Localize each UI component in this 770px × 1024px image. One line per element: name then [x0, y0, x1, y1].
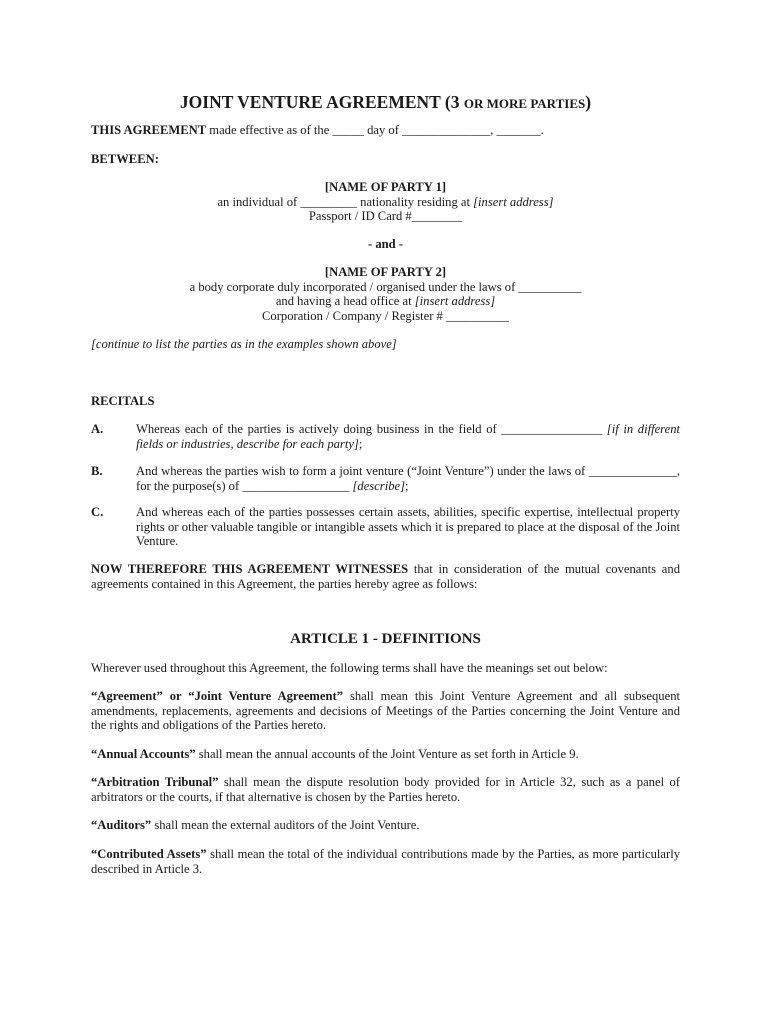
- recital-a: [91, 422, 680, 454]
- article1-intro: [91, 661, 680, 676]
- title-close: ): [585, 92, 592, 112]
- continue-note: [91, 337, 680, 352]
- party1-address: [insert address]: [473, 194, 554, 209]
- between-label: [91, 152, 680, 167]
- party1-line2: Passport / ID Card #________: [308, 209, 463, 224]
- definition-term: “Contributed Assets”: [91, 847, 207, 861]
- party2-block: [91, 265, 680, 323]
- recital-label: C.: [91, 505, 104, 519]
- definition-term: “Agreement” or “Joint Venture Agreement”: [91, 689, 344, 703]
- intro-rest: made effective as of the _____ day of ______________, _______.: [206, 123, 544, 137]
- definition-term: “Arbitration Tribunal”: [91, 775, 219, 789]
- title-small-caps: OR MORE PARTIES: [463, 96, 586, 111]
- recitals-heading: [91, 394, 680, 409]
- and-text: - and -: [368, 237, 403, 251]
- article1-heading-text: ARTICLE 1 - DEFINITIONS: [290, 631, 481, 647]
- between-text: BETWEEN:: [91, 152, 159, 166]
- recital-text: [136, 505, 680, 549]
- witness-rest: that in consideration of the mutual covenants and agreements contained in this Agreement, the parties hereby agree as follows:: [91, 562, 680, 591]
- definition-text: shall mean this Joint Venture Agreement and all subsequent amendments, replacements, agreements and decisions of Meetings of the Parties concerning the Joint Venture and the rights and obligations of the Parties hereto.: [91, 689, 680, 733]
- party2-name: [NAME OF PARTY 2]: [324, 265, 447, 279]
- definition-arbitration-tribunal: [91, 775, 680, 804]
- party1-block: [91, 180, 680, 224]
- recital-text: [136, 422, 680, 451]
- definition-term: “Auditors”: [91, 818, 152, 832]
- party2-line3: Corporation / Company / Register # __________: [262, 308, 509, 323]
- definition-contributed-assets: [91, 847, 680, 876]
- party2-address: [insert address]: [414, 294, 496, 309]
- witness-bold: NOW THEREFORE THIS AGREEMENT WITNESSES: [91, 562, 409, 576]
- title-main: JOINT VENTURE AGREEMENT (3: [179, 92, 460, 112]
- recital-label: B.: [91, 464, 103, 478]
- definition-term: “Annual Accounts”: [91, 747, 196, 761]
- recital-a-note: [if in different fields or industries, describe for each party]: [136, 422, 680, 451]
- definition-text: shall mean the total of the individual contributions made by the Parties, as more particularly described in Article 3.: [91, 847, 680, 876]
- party1-line1-text: an individual of _________ nationality residing at: [217, 194, 474, 209]
- party2-line2-text: and having a head office at: [275, 294, 415, 309]
- definition-agreement: [91, 689, 680, 733]
- definition-text: shall mean the annual accounts of the Joint Venture as set forth in Article 9.: [195, 747, 579, 761]
- recital-c: [91, 505, 680, 551]
- continue-note-text: [continue to list the parties as in the examples shown above]: [91, 337, 397, 351]
- recital-text: [136, 464, 680, 493]
- document-title: [91, 92, 680, 114]
- definition-text: shall mean the external auditors of the Joint Venture.: [151, 818, 420, 832]
- recital-a-end: ;: [358, 436, 363, 451]
- recital-b: [91, 464, 680, 496]
- recitals-heading-text: RECITALS: [91, 394, 155, 408]
- article1-heading: [91, 630, 680, 648]
- party1-line1: [91, 195, 680, 210]
- party2-line2: [91, 294, 680, 309]
- intro-line: [91, 123, 680, 138]
- recital-label: A.: [91, 422, 104, 436]
- intro-bold: THIS AGREEMENT: [91, 123, 207, 137]
- party1-name: [NAME OF PARTY 1]: [324, 180, 447, 194]
- and-separator: [91, 237, 680, 252]
- recital-b-note: [describe]: [352, 478, 405, 493]
- party2-line1: a body corporate duly incorporated / organised under the laws of __________: [189, 279, 582, 294]
- recital-b-text: And whereas the parties wish to form a joint venture (“Joint Venture”) under the laws of ______________, for the purpose(s) of _________________: [136, 464, 680, 493]
- definition-annual-accounts: [91, 747, 680, 762]
- recital-c-text: And whereas each of the parties possesses certain assets, abilities, specific expertise, intellectual property rights or other valuable tangible or intangible assets which it is prepared to place at the disposal of the Joint Venture.: [136, 505, 680, 549]
- witness-paragraph: [91, 562, 680, 591]
- recital-a-text: Whereas each of the parties is actively doing business in the field of ________________: [136, 422, 607, 436]
- article1-intro-text: Wherever used throughout this Agreement, the following terms shall have the meanings set out below:: [91, 661, 608, 675]
- recital-b-end: ;: [404, 478, 409, 493]
- definition-auditors: [91, 818, 680, 833]
- definition-text: shall mean the dispute resolution body provided for in Article 32, such as a panel of arbitrators or the courts, if that alternative is chosen by the Parties hereto.: [91, 775, 680, 804]
